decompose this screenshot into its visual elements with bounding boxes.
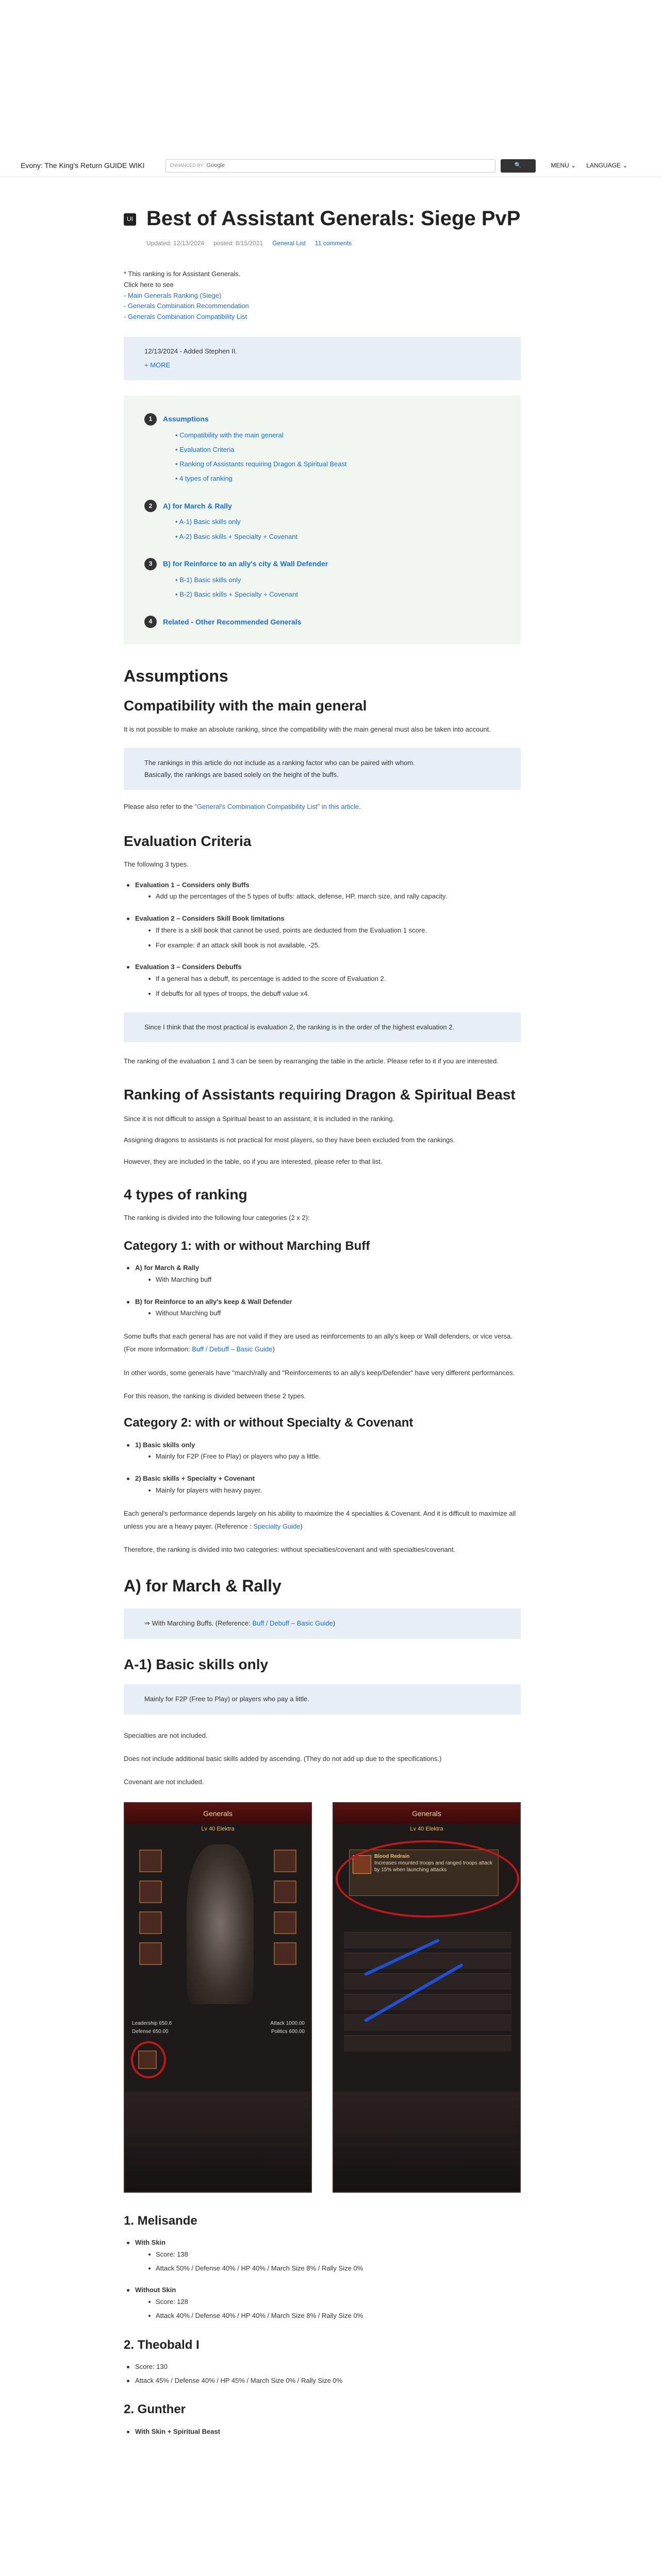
subsection-heading: 4 types of ranking xyxy=(124,1187,247,1203)
criteria-list xyxy=(124,879,521,1000)
paragraph: Since it is not difficult to assign a Spiritual beast to an assistant, it is included in the ranking. xyxy=(124,1115,395,1123)
skill-row xyxy=(344,2035,511,2052)
toc-number: 1 xyxy=(144,413,157,426)
list-item xyxy=(124,961,521,999)
screenshot-subtitle: Lv 40 Elektra xyxy=(201,1825,235,1832)
paragraph: Assigning dragons to assistants is not practical for most players, so they have been excluded from the rankings. xyxy=(124,1136,455,1144)
callout xyxy=(124,748,521,790)
list-subitem: Mainly for F2P (Free to Play) or players who pay a little. xyxy=(146,1451,521,1463)
general-entry xyxy=(124,2211,521,2322)
general-details xyxy=(124,2237,521,2322)
category-title: 1) Basic skills only xyxy=(135,1440,195,1449)
toc-subitem[interactable]: • Evaluation Criteria xyxy=(175,445,500,454)
update-log xyxy=(124,337,521,380)
list-item xyxy=(124,2426,521,2438)
screenshot-subtitle: Lv 40 Elektra xyxy=(410,1825,443,1832)
callout-line: The rankings in this article do not include as a ranking factor who can be paired with whom. xyxy=(144,758,415,767)
more-button[interactable]: + MORE xyxy=(144,361,171,369)
list-item xyxy=(124,1262,521,1286)
general-entry xyxy=(124,2400,521,2437)
general-rank-heading: 2. Gunther xyxy=(124,2402,186,2417)
toc-number: 4 xyxy=(144,616,157,628)
toc-group xyxy=(144,500,500,550)
list-item xyxy=(124,913,521,951)
general-skills-screenshot xyxy=(333,1802,521,2193)
toc-label: A) for March & Rally xyxy=(163,502,232,511)
list-subitem: If debuffs for all types of troops, the debuff value x4. xyxy=(146,988,521,1000)
screenshot-footer xyxy=(334,2092,520,2192)
paragraph: The ranking is divided into the following four categories (2 x 2): xyxy=(124,1214,310,1222)
category-icon: UI xyxy=(124,213,136,226)
stat-value: Leadership 650.6 xyxy=(132,2020,172,2026)
list-item xyxy=(124,2237,521,2274)
category-link[interactable]: General List xyxy=(272,239,306,247)
search-button[interactable] xyxy=(501,159,536,173)
equipment-slot xyxy=(139,1880,162,1903)
paragraph: Does not include additional basic skills added by ascending. (They do not add up due to the specifications.) xyxy=(124,1755,442,1763)
category-title: A) for March & Rally xyxy=(135,1264,200,1272)
subsection-heading: Compatibility with the main general xyxy=(124,698,367,714)
paragraph: It is not possible to make an absolute ranking, since the compatibility with the main general must also be taken into account. xyxy=(124,725,491,733)
search-input[interactable] xyxy=(166,159,495,173)
page-title: Best of Assistant Generals: Siege PvP xyxy=(146,207,521,230)
text: Please also refer to the xyxy=(124,803,195,811)
equipment-slot xyxy=(139,1850,162,1872)
section-heading: Assumptions xyxy=(124,667,228,686)
toc-subitem[interactable]: • B-2) Basic skills + Specialty + Covenant xyxy=(175,590,500,599)
general-rank-heading: 2. Theobald I xyxy=(124,2337,200,2352)
list-item: Score: 130 xyxy=(124,2361,521,2373)
list-item xyxy=(124,2284,521,2321)
subsection-heading: Evaluation Criteria xyxy=(124,833,252,849)
toc-subitem[interactable]: • Compatibility with the main general xyxy=(175,431,500,440)
intro-link[interactable]: - Generals Combination Compatibility List xyxy=(124,313,247,321)
general-details xyxy=(124,2426,521,2438)
equipment-slot xyxy=(274,1880,296,1903)
general-portrait xyxy=(187,1844,254,2004)
comments-link[interactable]: 11 comments xyxy=(315,239,352,247)
category-title: B) for Reinforce to an ally's keep & Wall Defender xyxy=(135,1297,292,1306)
subsection-heading: A-1) Basic skills only xyxy=(124,1656,269,1672)
list-subitem: Mainly for players with heavy payer. xyxy=(146,1485,521,1497)
list-subitem: Attack 40% / Defense 40% / HP 40% / March Size 8% / Rally Size 0% xyxy=(146,2310,521,2322)
category-title: 2) Basic skills + Specialty + Covenant xyxy=(135,1475,255,1483)
highlight-circle xyxy=(131,2041,166,2078)
paragraph: For this reason, the ranking is divided between these 2 types. xyxy=(124,1392,306,1400)
search-brand: ENHANCED BY xyxy=(170,163,204,168)
paragraph: The ranking of the evaluation 1 and 3 can be seen by rearranging the table in the article. Please refer to it if you are interested. xyxy=(124,1057,499,1065)
screenshot-title: Generals xyxy=(125,1803,311,1824)
stat-value: Defense 650.00 xyxy=(132,2028,169,2035)
list-subitem: Add up the percentages of the 5 types of buffs: attack, defense, HP, march size, and rally capacity. xyxy=(146,891,521,903)
text: Each general's performance depends largely on his ability to maximize the 4 specialties & Covenant. And it is difficult to maximize all unless you are a heavy payer. (Reference : xyxy=(124,1509,516,1530)
criteria-title: Evaluation 2 – Considers Skill Book limitations xyxy=(135,914,285,923)
toc-item[interactable] xyxy=(144,558,500,570)
category-list xyxy=(124,1439,521,1497)
text: Some buffs that each general has are not valid if they are used as reinforcements to an ally's keep or Wall defenders, or vice versa. (For more information: xyxy=(124,1332,512,1353)
site-title[interactable]: Evony: The King's Return GUIDE WIKI xyxy=(21,161,145,170)
toc-item[interactable] xyxy=(144,500,500,512)
highlight-circle xyxy=(336,1840,519,1918)
skill-row xyxy=(344,1953,511,1969)
toc-group xyxy=(144,413,500,493)
category-heading: Category 2: with or without Specialty & Covenant xyxy=(124,1416,413,1430)
skill-title: Blood Redrain xyxy=(374,1853,410,1859)
general-rank-heading: 1. Melisande xyxy=(124,2213,197,2228)
section-heading: A) for March & Rally xyxy=(124,1576,282,1595)
intro-link[interactable]: - Main Generals Ranking (Siege) xyxy=(124,291,222,299)
list-item xyxy=(124,1296,521,1320)
toc-label: Assumptions xyxy=(163,415,209,423)
specialty-guide-link[interactable]: Specialty Guide xyxy=(253,1522,301,1530)
equipment-slot xyxy=(139,1911,162,1934)
paragraph: Covenant are not included. xyxy=(124,1778,204,1786)
skill-row xyxy=(344,1994,511,2010)
stat-value: Politics 600.00 xyxy=(271,2028,305,2035)
toc-label: Related - Other Recommended Generals xyxy=(163,617,302,626)
paragraph xyxy=(124,1330,521,1356)
intro-click: Click here to see xyxy=(124,280,174,289)
posted-date: posted: 8/15/2021 xyxy=(213,239,263,247)
text: . xyxy=(359,803,361,811)
criteria-title: Evaluation 3 – Considers Debuffs xyxy=(135,963,242,971)
search-icon: 🔍 xyxy=(514,162,522,168)
paragraph: However, they are included in the table, so if you are interested, please refer to that list. xyxy=(124,1157,383,1165)
list-subitem: Score: 138 xyxy=(146,2249,521,2261)
intro-note: * This ranking is for Assistant Generals. xyxy=(124,269,241,278)
menu-button[interactable]: MENU ⌄ xyxy=(551,161,576,169)
text: ) xyxy=(333,1619,336,1627)
callout xyxy=(124,1608,521,1639)
toc-subitem[interactable]: • B-1) Basic skills only xyxy=(175,575,500,585)
stat-value: Attack 1000.00 xyxy=(270,2020,305,2026)
toc-label: B) for Reinforce to an ally's city & Wall Defender xyxy=(163,560,328,568)
toc-number: 2 xyxy=(144,500,157,512)
category-heading: Category 1: with or without Marching Buff xyxy=(124,1239,370,1253)
paragraph: The following 3 types. xyxy=(124,860,189,869)
list-item xyxy=(124,1439,521,1463)
toc-group xyxy=(144,558,500,608)
search-placeholder: Google xyxy=(206,162,225,168)
callout: Mainly for F2P (Free to Play) or players who pay a little. xyxy=(124,1684,521,1715)
list-subitem: Without Marching buff xyxy=(146,1308,521,1319)
variant-label: With Skin xyxy=(135,2239,166,2247)
text: ) xyxy=(272,1345,275,1353)
list-item xyxy=(124,879,521,903)
skill-row xyxy=(344,1973,511,1990)
criteria-title: Evaluation 1 – Considers only Buffs xyxy=(135,880,250,889)
buff-guide-link[interactable]: Buff / Debuff – Basic Guide xyxy=(192,1345,273,1353)
paragraph: Therefore, the ranking is divided into two categories: without specialties/covenant and with specialties/covenant. xyxy=(124,1546,456,1554)
equipment-slot xyxy=(274,1850,296,1872)
toc-subitem[interactable]: • Ranking of Assistants requiring Dragon & Spiritual Beast xyxy=(175,460,500,469)
updated-date: Updated: 12/13/2024 xyxy=(146,239,205,247)
text: ⇒ With Marching Buffs. (Reference: xyxy=(144,1619,253,1627)
article xyxy=(124,206,521,2438)
toc-subitem[interactable]: • A-2) Basic skills + Specialty + Covenant xyxy=(175,532,500,541)
list-subitem: Attack 50% / Defense 40% / HP 40% / March Size 8% / Rally Size 0% xyxy=(146,2263,521,2275)
list-item: Attack 45% / Defense 40% / HP 45% / March Size 0% / Rally Size 0% xyxy=(124,2375,521,2387)
toc-group xyxy=(144,616,500,628)
callout-line: Basically, the rankings are based solely on the height of the buffs. xyxy=(144,770,339,778)
game-screenshots xyxy=(124,1802,521,2193)
buff-guide-link[interactable]: Buff / Debuff – Basic Guide xyxy=(252,1619,333,1627)
toc-subitem[interactable]: • A-1) Basic skills only xyxy=(175,517,500,527)
intro-link[interactable]: - Generals Combination Recommendation xyxy=(124,302,249,310)
variant-label: Without Skin xyxy=(135,2286,176,2294)
title-row xyxy=(124,206,521,231)
general-stats xyxy=(132,2020,305,2036)
text: ) xyxy=(300,1522,303,1530)
list-item xyxy=(124,1473,521,1497)
callout: Since I think that the most practical is evaluation 2, the ranking is in the order of the highest evaluation 2. xyxy=(124,1012,521,1043)
list-subitem: Score: 128 xyxy=(146,2296,521,2308)
paragraph: In other words, some generals have "march/rally and "Reinforcements to an ally's keep/Defender" have very different performances. xyxy=(124,1368,515,1377)
paragraph xyxy=(124,1507,521,1533)
annotation-stroke xyxy=(364,1963,464,2022)
compatibility-link[interactable]: "General's Combination Compatibility List" in this article xyxy=(194,803,359,811)
skill-text: Increases mounted troops and ranged troops attack by 15% when launching attacks xyxy=(374,1860,493,1873)
list-subitem: For example: if an attack skill book is not available, -25. xyxy=(146,940,521,952)
screenshot-footer xyxy=(125,2092,311,2192)
general-equipment-screenshot xyxy=(124,1802,312,2193)
table-of-contents xyxy=(124,396,521,645)
paragraph xyxy=(124,800,521,813)
screenshot-title: Generals xyxy=(334,1803,520,1824)
general-entry xyxy=(124,2335,521,2387)
list-subitem: With Marching buff xyxy=(146,1274,521,1286)
intro xyxy=(124,269,521,323)
list-subitem: If a general has a debuff, its percentage is added to the score of Evaluation 2. xyxy=(146,973,521,985)
list-subitem: If there is a skill book that cannot be used, points are deducted from the Evaluation 1 score. xyxy=(146,925,521,937)
language-button[interactable]: LANGUAGE ⌄ xyxy=(586,161,628,169)
variant-label: With Skin + Spiritual Beast xyxy=(135,2427,220,2435)
site-header xyxy=(0,155,662,177)
paragraph: Specialties are not included. xyxy=(124,1731,208,1739)
general-details xyxy=(124,2361,521,2387)
toc-item[interactable] xyxy=(144,616,500,628)
equipment-slot xyxy=(274,1911,296,1934)
toc-subitem[interactable]: • 4 types of ranking xyxy=(175,474,500,483)
toc-item[interactable] xyxy=(144,413,500,426)
subsection-heading: Ranking of Assistants requiring Dragon & Spiritual Beast xyxy=(124,1086,516,1103)
article-meta xyxy=(146,239,521,248)
equipment-slot xyxy=(139,1942,162,1965)
equipment-slot xyxy=(274,1942,296,1965)
toc-number: 3 xyxy=(144,558,157,570)
update-entry: 12/13/2024 - Added Stephen II. xyxy=(144,347,237,355)
category-list xyxy=(124,1262,521,1319)
